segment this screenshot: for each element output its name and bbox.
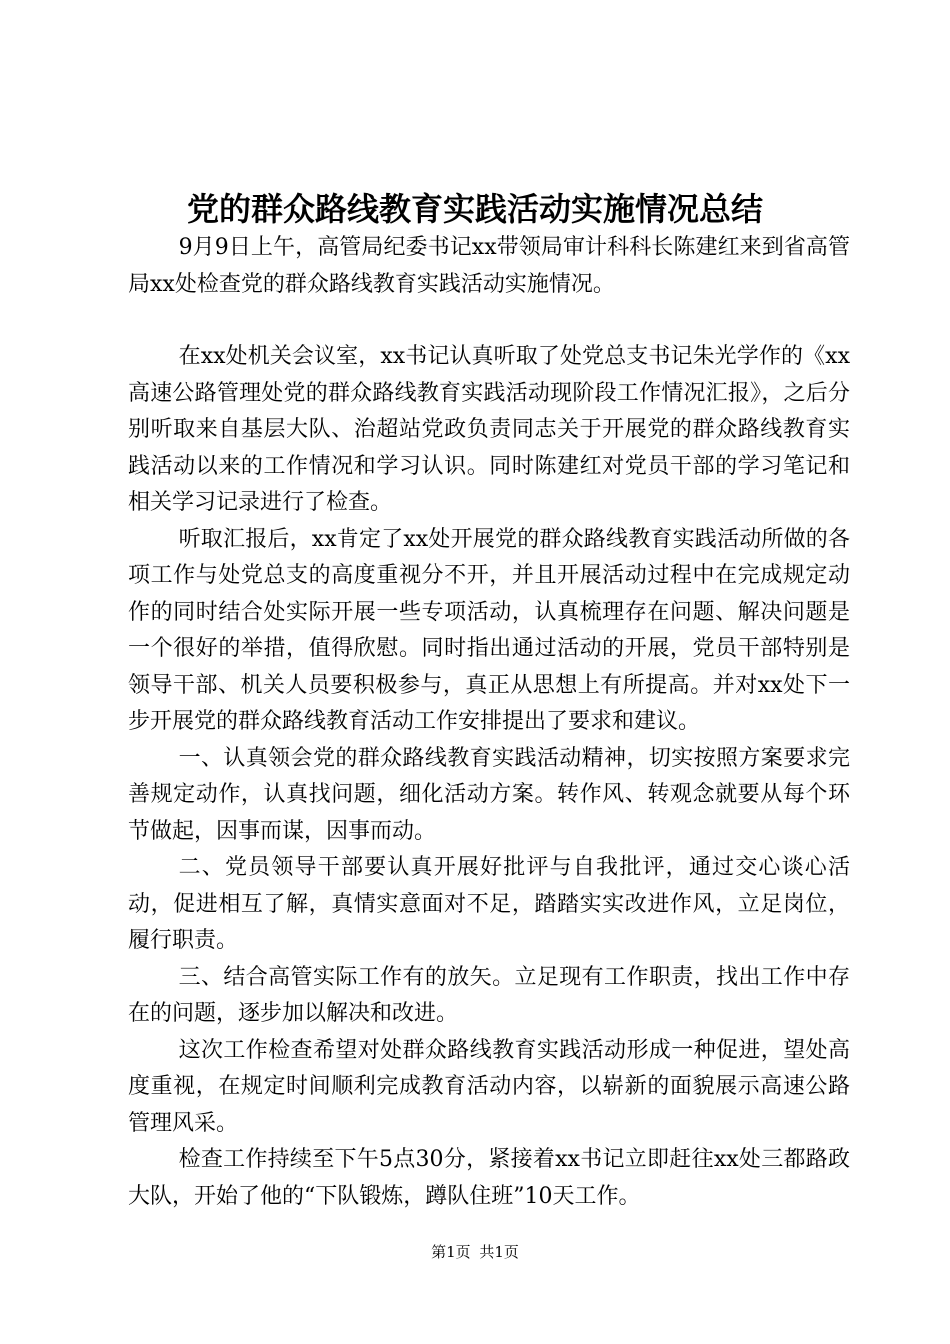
paragraph-7: 这次工作检查希望对处群众路线教育实践活动形成一种促进，望处高度重视，在规定时间顺利完成教育活动内容，以崭新的面貌展示高速公路管理风采。 — [128, 1037, 850, 1136]
paragraph-3: 听取汇报后，xx肯定了xx处开展党的群众路线教育实践活动所做的各项工作与处党总支的高度重视分不开，并且开展活动过程中在完成规定动作的同时结合处实际开展一些专项活动，认真梳理存在问题、解决问题是一个很好的举措，值得欣慰。同时指出通过活动的开展，党员干部特别是领导干部、机关人员要积极参与，真正从思想上有所提高。并对xx处下一步开展党的群众路线教育活动工作安排提出了要求和建议。 — [128, 526, 850, 734]
paragraph-6: 三、结合高管实际工作有的放矢。立足现有工作职责，找出工作中存在的问题，逐步加以解决和改进。 — [128, 964, 850, 1026]
page-total: 共1页 — [479, 1243, 519, 1261]
document-body — [128, 230, 850, 1215]
paragraph-4: 一、认真领会党的群众路线教育实践活动精神，切实按照方案要求完善规定动作，认真找问题，细化活动方案。转作风、转观念就要从每个环节做起，因事而谋，因事而动。 — [128, 745, 850, 844]
page-number: 第1页 — [431, 1243, 471, 1261]
paragraph-2: 在xx处机关会议室，xx书记认真听取了处党总支书记朱光学作的《xx高速公路管理处党的群众路线教育实践活动现阶段工作情况汇报》，之后分别听取来自基层大队、治超站党政负责同志关于开展党的群众路线教育实践活动以来的工作情况和学习认识。同时陈建红对党员干部的学习笔记和相关学习记录进行了检查。 — [128, 344, 850, 515]
paragraph-1: 9月9日上午，高管局纪委书记xx带领局审计科科长陈建红来到省高管局xx处检查党的群众路线教育实践活动实施情况。 — [128, 235, 850, 297]
paragraph-5: 二、党员领导干部要认真开展好批评与自我批评，通过交心谈心活动，促进相互了解，真情实意面对不足，踏踏实实改进作风，立足岗位，履行职责。 — [128, 855, 850, 953]
document-title: 党的群众路线教育实践活动实施情况总结 — [186, 190, 763, 228]
paragraph-8: 检查工作持续至下午5点30分，紧接着xx书记立即赶往xx处三都路政大队，开始了他的“下队锻炼，蹲队住班”10天工作。 — [128, 1147, 850, 1209]
page-footer — [0, 1240, 950, 1264]
